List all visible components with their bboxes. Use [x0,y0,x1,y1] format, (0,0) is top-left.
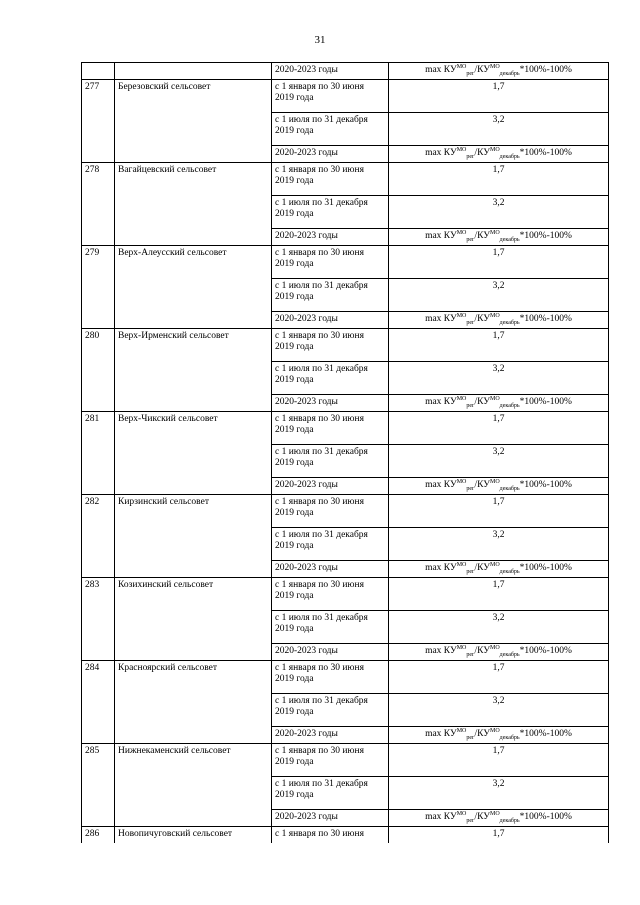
value-cell: 3,2 [389,445,609,478]
row-number: 277 [82,80,115,163]
period-cell: с 1 января по 30 июня 2019 года [272,329,389,362]
formula-cell: $\max КУ^{МО}_{рег}/КУ^{МО}_{декабрь}*100\%-100\%$ [389,229,609,246]
period-cell: 2020-2023 годы [272,561,389,578]
value-cell: 1,7 [389,495,609,528]
value-cell: 3,2 [389,611,609,644]
period-cell: с 1 января по 30 июня 2019 года [272,578,389,611]
settlement-name: Козихинский сельсовет [115,578,272,661]
table-row [82,329,609,362]
formula-cell: $\max КУ^{МО}_{рег}/КУ^{МО}_{декабрь}*100\%-100\%$ [389,478,609,495]
value-cell: 1,7 [389,744,609,777]
value-cell: 3,2 [389,362,609,395]
period-cell: с 1 января по 30 июня 2019 года [272,163,389,196]
formula-cell: $\max КУ^{МО}_{рег}/КУ^{МО}_{декабрь}*100\%-100\%$ [389,63,609,80]
value-cell: 3,2 [389,694,609,727]
formula-cell: $\max КУ^{МО}_{рег}/КУ^{МО}_{декабрь}*100\%-100\%$ [389,644,609,661]
period-cell: 2020-2023 годы [272,395,389,412]
table-row [82,578,609,611]
page-number: 31 [314,34,326,46]
row-number: 279 [82,246,115,329]
settlement-name: Красноярский сельсовет [115,661,272,744]
formula-cell: $\max КУ^{МО}_{рег}/КУ^{МО}_{декабрь}*100\%-100\%$ [389,727,609,744]
table-row [82,80,609,113]
period-cell: с 1 июля по 31 декабря 2019 года [272,445,389,478]
value-cell: 3,2 [389,113,609,146]
row-number: 284 [82,661,115,744]
period-cell: 2020-2023 годы [272,229,389,246]
period-cell: с 1 января по 30 июня 2019 года [272,80,389,113]
period-cell: с 1 января по 30 июня [272,827,389,844]
period-cell: с 1 июля по 31 декабря 2019 года [272,196,389,229]
row-number: 286 [82,827,115,844]
row-number [82,63,115,80]
settlement-name [115,63,272,80]
settlement-name: Новопичуговский сельсовет [115,827,272,844]
period-cell: 2020-2023 годы [272,478,389,495]
period-cell: с 1 января по 30 июня 2019 года [272,744,389,777]
period-cell: 2020-2023 годы [272,63,389,80]
row-number: 282 [82,495,115,578]
value-cell: 1,7 [389,412,609,445]
table-row [82,246,609,279]
settlement-name: Верх-Чикский сельсовет [115,412,272,495]
period-cell: с 1 июля по 31 декабря 2019 года [272,611,389,644]
value-cell: 1,7 [389,80,609,113]
value-cell: 1,7 [389,661,609,694]
table-row [82,661,609,694]
period-cell: с 1 января по 30 июня 2019 года [272,495,389,528]
settlement-name: Нижнекаменский сельсовет [115,744,272,827]
value-cell: 3,2 [389,196,609,229]
period-cell: с 1 июля по 31 декабря 2019 года [272,777,389,810]
row-number: 283 [82,578,115,661]
settlement-name: Кирзинский сельсовет [115,495,272,578]
formula-cell: $\max КУ^{МО}_{рег}/КУ^{МО}_{декабрь}*100\%-100\%$ [389,810,609,827]
period-cell: с 1 июля по 31 декабря 2019 года [272,279,389,312]
period-cell: 2020-2023 годы [272,312,389,329]
table-row [82,744,609,777]
period-cell: 2020-2023 годы [272,810,389,827]
formula-cell: $\max КУ^{МО}_{рег}/КУ^{МО}_{декабрь}*100\%-100\%$ [389,312,609,329]
period-cell: с 1 июля по 31 декабря 2019 года [272,694,389,727]
value-cell: 1,7 [389,329,609,362]
period-cell: 2020-2023 годы [272,644,389,661]
value-cell: 1,7 [389,827,609,844]
formula-cell: $\max КУ^{МО}_{рег}/КУ^{МО}_{декабрь}*100\%-100\%$ [389,395,609,412]
period-cell: с 1 июля по 31 декабря 2019 года [272,113,389,146]
value-cell: 1,7 [389,578,609,611]
value-cell: 3,2 [389,279,609,312]
period-cell: с 1 января по 30 июня 2019 года [272,412,389,445]
table-row [82,827,609,844]
table-row [82,163,609,196]
settlement-name: Березовский сельсовет [115,80,272,163]
value-cell: 3,2 [389,777,609,810]
row-number: 281 [82,412,115,495]
value-cell: 1,7 [389,246,609,279]
formula-cell: $\max КУ^{МО}_{рег}/КУ^{МО}_{декабрь}*100\%-100\%$ [389,561,609,578]
value-cell: 3,2 [389,528,609,561]
tariff-table [81,62,609,843]
formula-cell: $\max КУ^{МО}_{рег}/КУ^{МО}_{декабрь}*100\%-100\%$ [389,146,609,163]
settlement-name: Верх-Алеусский сельсовет [115,246,272,329]
period-cell: с 1 января по 30 июня 2019 года [272,661,389,694]
period-cell: с 1 января по 30 июня 2019 года [272,246,389,279]
period-cell: 2020-2023 годы [272,727,389,744]
table-row [82,63,609,80]
row-number: 280 [82,329,115,412]
row-number: 285 [82,744,115,827]
period-cell: 2020-2023 годы [272,146,389,163]
table-row [82,495,609,528]
period-cell: с 1 июля по 31 декабря 2019 года [272,528,389,561]
period-cell: с 1 июля по 31 декабря 2019 года [272,362,389,395]
row-number: 278 [82,163,115,246]
settlement-name: Вагайцевский сельсовет [115,163,272,246]
settlement-name: Верх-Ирменский сельсовет [115,329,272,412]
table-row [82,412,609,445]
value-cell: 1,7 [389,163,609,196]
